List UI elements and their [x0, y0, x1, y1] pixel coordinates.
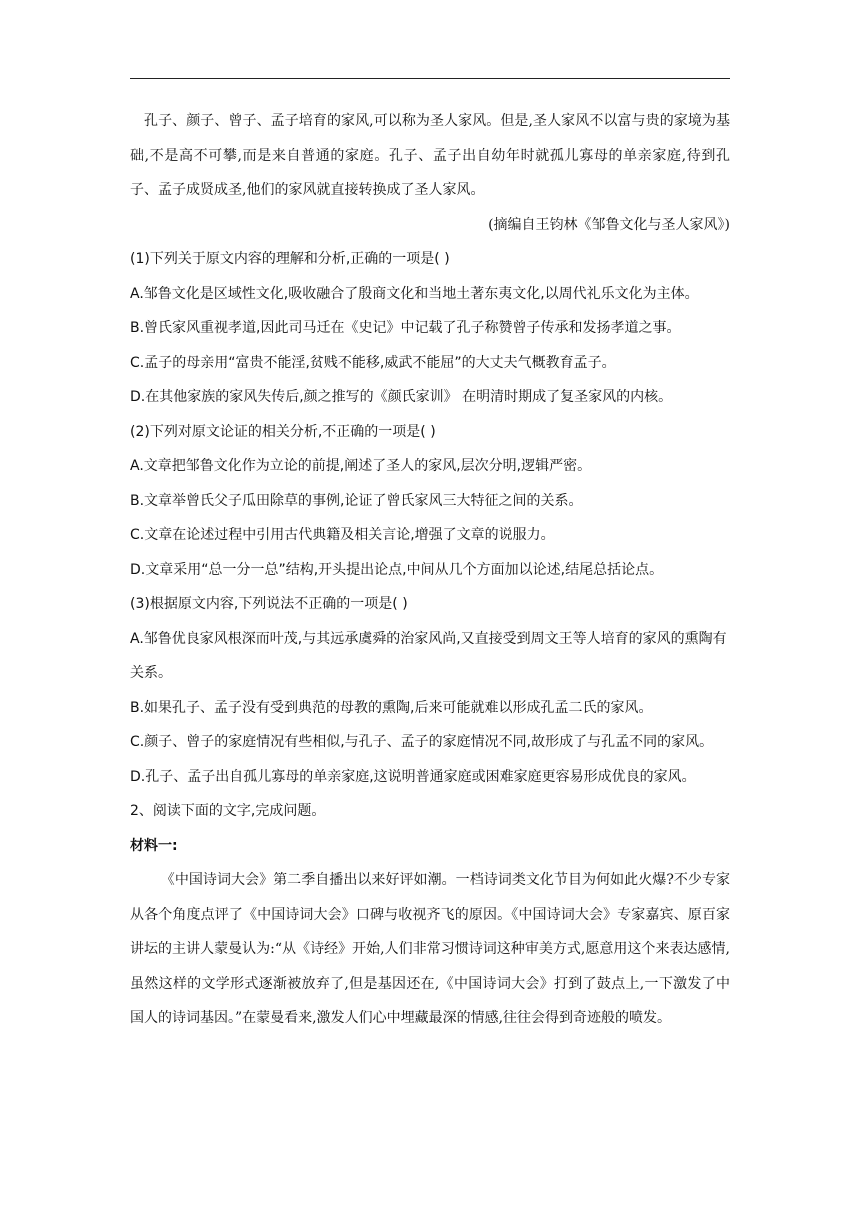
question-option: C.文章在论述过程中引用古代典籍及相关言论,增强了文章的说服力。	[130, 527, 555, 543]
document-body	[130, 104, 730, 1036]
material-paragraph: 《中国诗词大会》第二季自播出以来好评如潮。一档诗词类文化节目为何如此火爆?不少专家从各个角度点评了《中国诗词大会》口碑与收视齐飞的原因。《中国诗词大会》专家嘉宾、原百家讲坛的主讲人蒙曼认为:“从《诗经》开始,人们非常习惯诗词这种审美方式,愿意用这个来表达感情,虽然这样的文学形式逐渐被放弃了,但是基因还在,《中国诗词大会》打到了鼓点上,一下激发了中国人的诗词基因。”在蒙曼看来,激发人们心中埋藏最深的情感,往往会得到奇迹般的喷发。	[130, 872, 730, 1026]
question-option: A.邹鲁优良家风根深而叶茂,与其远承虞舜的治家风尚,又直接受到周文王等人培育的家风的熏陶有关系。	[130, 630, 727, 681]
passage-paragraph: 孔子、颜子、曾子、孟子培育的家风,可以称为圣人家风。但是,圣人家风不以富与贵的家境为基础,不是高不可攀,而是来自普通的家庭。孔子、孟子出自幼年时就孤儿寡母的单亲家庭,待到孔子、孟子成贤成圣,他们的家风就直接转换成了圣人家风。	[130, 113, 730, 198]
question-option: A.邹鲁文化是区域性文化,吸收融合了殷商文化和当地土著东夷文化,以周代礼乐文化为主体。	[130, 285, 699, 302]
question-option: C.孟子的母亲用“富贵不能淫,贫贱不能移,威武不能屈”的大丈夫气概教育孟子。	[130, 354, 616, 371]
question-stem: (1)下列关于原文内容的理解和分析,正确的一项是( )	[130, 251, 450, 267]
question-option: C.颜子、曾子的家庭情况有些相似,与孔子、孟子的家庭情况不同,故形成了与孔孟不同的家风。	[130, 734, 714, 750]
question-option: B.文章举曾氏父子瓜田除草的事例,论证了曾氏家风三大特征之间的关系。	[130, 492, 583, 509]
question-3	[130, 587, 730, 794]
question-option: A.文章把邹鲁文化作为立论的前提,阐述了圣人的家风,层次分明,逻辑严密。	[130, 458, 592, 474]
question-stem: (3)根据原文内容,下列说法不正确的一项是( )	[130, 596, 408, 612]
header-rule	[130, 78, 730, 79]
question-stem: (2)下列对原文论证的相关分析,不正确的一项是( )	[130, 423, 436, 440]
question-option: D.在其他家族的家风失传后,颜之推写的《颜氏家训》 在明清时期成了复圣家风的内核。	[130, 389, 673, 405]
question-option: D.文章采用“总一分一总”结构,开头提出论点,中间从几个方面加以论述,结尾总括论点。	[130, 561, 664, 578]
question-option: B.曾氏家风重视孝道,因此司马迁在《史记》中记载了孔子称赞曾子传承和发扬孝道之事。	[130, 320, 681, 336]
question-1	[130, 242, 730, 415]
question-option: D.孔子、孟子出自孤儿寡母的单亲家庭,这说明普通家庭或困难家庭更容易形成优良的家风。	[130, 768, 696, 785]
passage-source: (摘编自王钧林《邹鲁文化与圣人家风》)	[488, 216, 730, 233]
material-label: 材料一:	[130, 837, 178, 854]
question-2	[130, 415, 730, 588]
section-heading: 2、阅读下面的文字,完成问题。	[130, 803, 326, 819]
question-option: B.如果孔子、孟子没有受到典范的母教的熏陶,后来可能就难以形成孔孟二氏的家风。	[130, 699, 653, 716]
